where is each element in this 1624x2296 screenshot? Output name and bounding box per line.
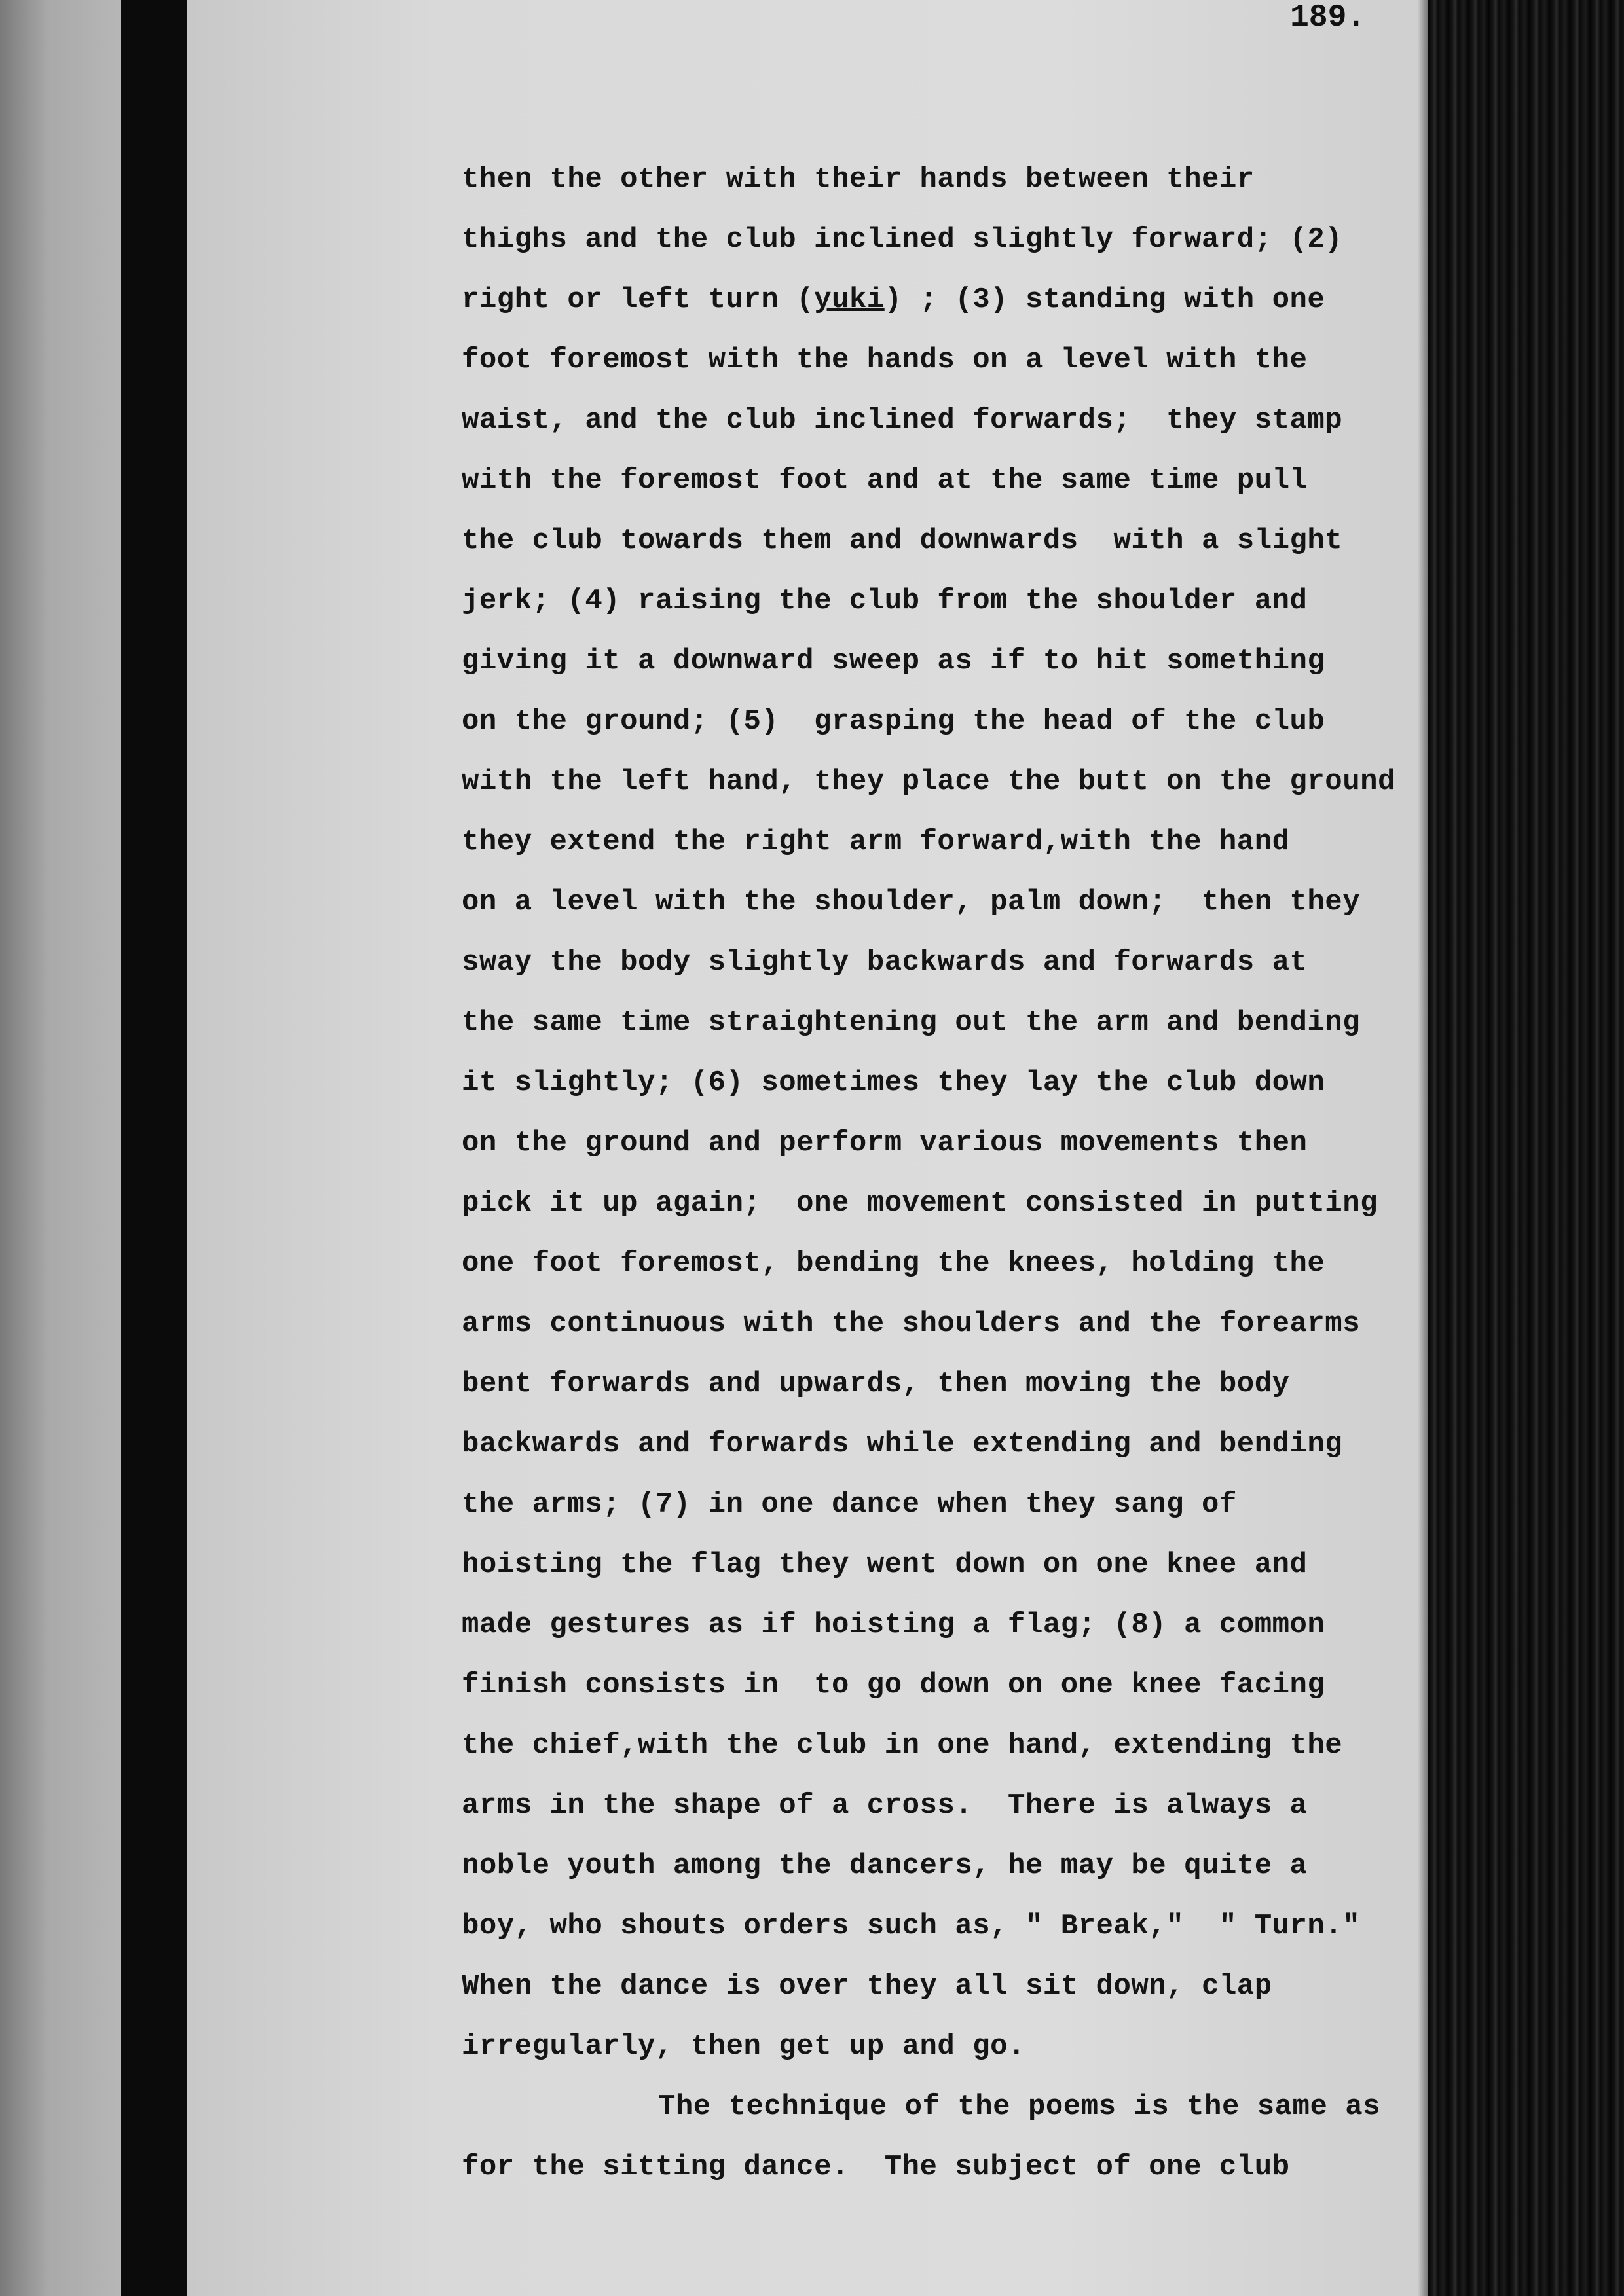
text-line: pick it up again; one movement consisted in putting xyxy=(462,1187,1378,1220)
text-line: When the dance is over they all sit down, clap xyxy=(462,1970,1272,2003)
text-line: finish consists in to go down on one knee facing xyxy=(462,1669,1325,1702)
text-line: bent forwards and upwards, then moving the body xyxy=(462,1368,1290,1400)
text-line: irregularly, then get up and go. xyxy=(462,2030,1025,2063)
text-line: sway the body slightly backwards and forwards at xyxy=(462,946,1308,979)
text-line: the arms; (7) in one dance when they sang of xyxy=(462,1488,1237,1521)
text-line: the club towards them and downwards with a slight xyxy=(462,524,1343,557)
left-shadow-bar xyxy=(121,0,187,2296)
text-line: thighs and the club inclined slightly forward; (2) xyxy=(462,223,1343,256)
underlined-term: yuki xyxy=(814,283,885,316)
text-line: on a level with the shoulder, palm down; then they xyxy=(462,886,1361,919)
text-line: they extend the right arm forward,with the hand xyxy=(462,826,1290,858)
text-line: boy, who shouts orders such as, " Break," " Turn." xyxy=(462,1910,1361,1942)
text-line: backwards and forwards while extending and bending xyxy=(462,1428,1343,1461)
text-line: the same time straightening out the arm and bending xyxy=(462,1006,1361,1039)
text-line: with the foremost foot and at the same time pull xyxy=(462,464,1308,497)
text-line: made gestures as if hoisting a flag; (8) a common xyxy=(462,1609,1325,1641)
text-line: with the left hand, they place the butt on the ground xyxy=(462,765,1395,798)
text-line: one foot foremost, bending the knees, holding the xyxy=(462,1247,1325,1280)
text-line: for the sitting dance. The subject of one club xyxy=(462,2151,1290,2183)
text-line: arms in the shape of a cross. There is always a xyxy=(462,1789,1308,1822)
text-line: on the ground; (5) grasping the head of the club xyxy=(462,705,1325,738)
text-line: it slightly; (6) sometimes they lay the club down xyxy=(462,1066,1325,1099)
text-line: then the other with their hands between their xyxy=(462,163,1255,196)
page-number: 189. xyxy=(1290,0,1366,35)
text-line: foot foremost with the hands on a level with the xyxy=(462,344,1308,376)
paragraph-start-line: The technique of the poems is the same as xyxy=(658,2090,1381,2123)
text-line: jerk; (4) raising the club from the shoulder and xyxy=(462,585,1308,617)
text-line: waist, and the club inclined forwards; they stamp xyxy=(462,404,1343,437)
text-segment: right or left turn ( xyxy=(462,283,815,316)
text-line xyxy=(462,270,1418,330)
text-segment: ) ; (3) standing with one xyxy=(884,283,1325,316)
body-text xyxy=(462,149,1418,2197)
text-line: on the ground and perform various movements then xyxy=(462,1127,1308,1159)
book-binding xyxy=(1428,0,1624,2296)
left-margin xyxy=(0,0,121,2296)
text-line: noble youth among the dancers, he may be quite a xyxy=(462,1850,1308,1882)
text-line: giving it a downward sweep as if to hit something xyxy=(462,645,1325,678)
text-line: arms continuous with the shoulders and the forearms xyxy=(462,1307,1361,1340)
text-line: the chief,with the club in one hand, extending the xyxy=(462,1729,1343,1762)
text-line: hoisting the flag they went down on one knee and xyxy=(462,1548,1308,1581)
